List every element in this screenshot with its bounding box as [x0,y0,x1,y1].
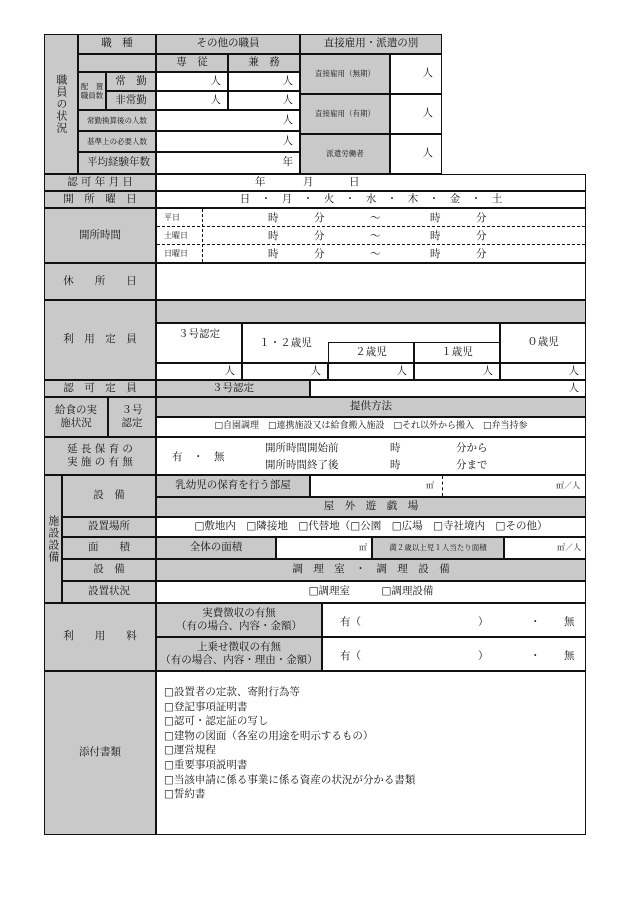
extra-cost-close: ） [478,650,489,662]
weekday-start-minute[interactable]: 分 [314,212,325,224]
attachment-item[interactable]: □認可・認定証の写し [164,715,269,728]
extended-care-label [44,437,156,475]
weekday-tilde: ～ [370,212,381,224]
approval-month-unit: 月 [303,176,314,188]
avg-years-value[interactable]: 年 [156,152,300,174]
holiday-start-minute[interactable]: 分 [314,248,325,260]
regular-full-time-count[interactable]: 人 [156,72,228,91]
extra-cost-label [156,637,322,671]
attachment-item[interactable]: □当該申請に係る事業に係る資産の状況が分かる書類 [164,773,416,786]
approved-cert3-label: ３号認定 [156,380,310,397]
weekday-end-hour[interactable]: 時 [430,212,441,224]
attachments-label: 添付書類 [44,671,156,835]
capacity-cert3-count[interactable]: 人 [156,363,242,380]
facility-section-label: 施設設備 [44,475,62,603]
extra-cost-dot: ・ [530,650,541,662]
capacity-age2-header: ２歳児 [328,342,414,363]
irregular-part-time-count[interactable]: 人 [228,91,300,110]
approval-year-unit: 年 [255,176,266,188]
actual-cost-yes[interactable]: 有（ [340,616,361,628]
dispatch-count[interactable]: 人 [390,134,442,174]
open-hours-label: 開所時間 [44,208,156,263]
holiday-tilde: ～ [370,248,381,260]
capacity-age1-header: １歳児 [414,342,500,363]
staff-section-label: 職員の状況 [44,34,78,174]
extended-label-line1: 延 長 保 育 の [67,442,133,455]
location-options[interactable]: □敷地内 □隣接地 □代替地（□公園 □広場 □寺社境内 □その他） [156,517,586,537]
meal-label [44,397,108,437]
irregular-label: 非常勤 [106,91,156,110]
direct-fixed-label: 直接雇用（有期） [300,94,390,134]
total-area-label: 全体の面積 [156,537,276,559]
approved-cert3-count[interactable]: 人 [310,380,586,397]
approval-day-unit: 日 [349,176,360,188]
placement-text: 配 置 [80,81,104,91]
open-days-options[interactable]: 日 ・ 月 ・ 火 ・ 水 ・ 木 ・ 金 ・ 土 [156,191,586,208]
approval-date-label: 認 可 年 月 日 [44,174,156,191]
capacity-age1-count[interactable]: 人 [414,363,500,380]
attachment-item[interactable]: □建物の図面（各室の用途を明示するもの） [164,729,374,742]
attachment-item[interactable]: □誓約書 [164,788,206,801]
direct-dispatch-header: 直接雇用・派遣の別 [300,34,442,54]
saturday-start-minute[interactable]: 分 [314,230,325,242]
extended-yes-no[interactable]: 有 ・ 無 [172,451,225,463]
extended-after-until[interactable]: 分まで [456,459,488,471]
actual-cost-line1: 実費徴収の有無 [202,606,276,619]
extended-before-from[interactable]: 分から [456,442,488,454]
extended-before-hour[interactable]: 時 [390,442,401,454]
application-form [44,34,586,835]
saturday-tilde: ～ [370,230,381,242]
approval-date-field[interactable] [156,174,586,191]
capacity-age2-count[interactable]: 人 [328,363,414,380]
avg-years-label: 平均経験年数 [78,152,156,174]
capacity-cert3-header: ３号認定 [156,323,242,363]
kitchen-equipment-label: 設 備 [62,559,156,581]
extended-label-line2: 実 施 の 有 無 [67,456,133,468]
per-child-area-field[interactable] [504,537,586,559]
infant-room-sqm-per-person: ㎡／人 [556,481,580,490]
infant-room-sqm-unit: ㎡ [426,481,434,490]
capacity-age12-count[interactable]: 人 [242,363,328,380]
attachment-item[interactable]: □設置者の定款、寄附行為等 [164,686,300,698]
holiday-start-hour[interactable]: 時 [268,248,279,260]
extra-cost-no[interactable]: 無 [564,650,575,662]
saturday-end-hour[interactable]: 時 [430,230,441,242]
per-child-area-text: 満２歳以上児１人当たり面積 [389,543,487,553]
holiday-end-hour[interactable]: 時 [430,248,441,260]
extended-after-hour[interactable]: 時 [390,459,401,471]
kitchen-header: 調 理 室 ・ 調 理 設 備 [156,559,586,581]
actual-cost-dot: ・ [530,616,541,628]
extra-cost-field[interactable] [322,637,586,671]
fees-label: 利 用 料 [44,603,156,671]
closed-days-label: 休 所 日 [44,263,156,300]
other-staff-header: その他の職員 [156,34,300,54]
meal-cert-line1: ３号 [121,403,143,416]
holiday-label: 日曜日 [164,249,188,258]
extended-before-label: 開所時間開始前 [265,442,339,454]
attachment-item[interactable]: □重要事項説明書 [164,758,248,771]
weekday-label: 平日 [164,213,180,222]
kitchen-status-options[interactable]: □調理室 □調理設備 [156,581,586,603]
meal-label-line2: 施状況 [60,417,92,429]
weekday-end-minute[interactable]: 分 [476,212,487,224]
location-label: 設置場所 [62,517,156,537]
closed-days-field[interactable] [156,263,586,300]
placement-label [78,72,106,110]
weekday-start-hour[interactable]: 時 [268,212,279,224]
actual-cost-line2: （有の場合、内容・金額） [176,620,302,632]
converted-label: 常勤換算後の人数 [78,110,156,131]
total-area-sqm-unit: ㎡ [359,543,367,552]
per-child-area-label [372,537,504,559]
actual-cost-field[interactable] [322,603,586,637]
staff-count-text: 職員数 [80,91,104,100]
total-area-field[interactable] [276,537,372,559]
staff-type-label: 職 種 [78,34,156,54]
part-time-header: 兼 務 [228,54,300,72]
extra-cost-yes[interactable]: 有（ [340,650,361,662]
extended-after-label: 開所時間終了後 [265,459,339,471]
meal-cert-label [108,397,156,437]
capacity-label: 利 用 定 員 [44,300,156,380]
saturday-start-hour[interactable]: 時 [268,230,279,242]
actual-cost-close: ） [478,616,489,628]
meal-method-header: 提供方法 [156,397,586,417]
open-days-label: 開 所 曜 日 [44,191,156,208]
approved-capacity-label: 認 可 定 員 [44,380,156,397]
saturday-end-minute[interactable]: 分 [476,230,487,242]
meal-label-line1: 給食の実 [55,403,97,416]
attachment-item[interactable]: □運営規程 [164,744,216,757]
area-label: 面 積 [62,537,156,559]
infant-room-area-field[interactable] [310,475,586,497]
irregular-full-time-count[interactable]: 人 [156,91,228,110]
actual-cost-label [156,603,322,637]
capacity-header-band [156,300,586,323]
playground-header: 屋 外 遊 戯 場 [156,497,586,517]
saturday-label: 土曜日 [164,231,188,240]
direct-indef-count[interactable]: 人 [390,54,442,94]
holiday-end-minute[interactable]: 分 [476,248,487,260]
capacity-age12-header: １・２歳児 [242,326,328,363]
per-child-sqm-unit: ㎡／人 [557,543,581,552]
full-time-header: 専 従 [156,54,228,72]
regular-part-time-count[interactable]: 人 [228,72,300,91]
meal-cert-line2: 認定 [121,417,143,429]
actual-cost-no[interactable]: 無 [564,616,575,628]
attachments-list [164,685,415,802]
extra-cost-line2: （有の場合、内容・理由・金額） [160,654,318,666]
converted-count[interactable]: 人 [156,110,300,131]
capacity-age0-count[interactable]: 人 [500,363,586,380]
capacity-age0-header: ０歳児 [500,323,586,363]
extra-cost-line1: 上乗せ徴収の有無 [197,640,281,653]
kitchen-status-label: 設置状況 [62,581,156,603]
direct-fixed-count[interactable]: 人 [390,94,442,134]
required-label: 基準上の必要人数 [78,131,156,152]
dispatch-label: 派遣労働者 [300,134,390,174]
infant-room-label: 乳幼児の保育を行う部屋 [156,475,310,497]
regular-label: 常 勤 [106,72,156,91]
direct-indef-label: 直接雇用（無期） [300,54,390,94]
staff-blank-cell [78,54,156,72]
attachment-item[interactable]: □登記事項証明書 [164,700,248,713]
facility-equipment-label: 設 備 [62,475,156,517]
required-count[interactable]: 人 [156,131,300,152]
meal-method-options[interactable]: □自園調理 □連携施設又は給食搬入施設 □それ以外から搬入 □弁当持参 [156,417,586,437]
